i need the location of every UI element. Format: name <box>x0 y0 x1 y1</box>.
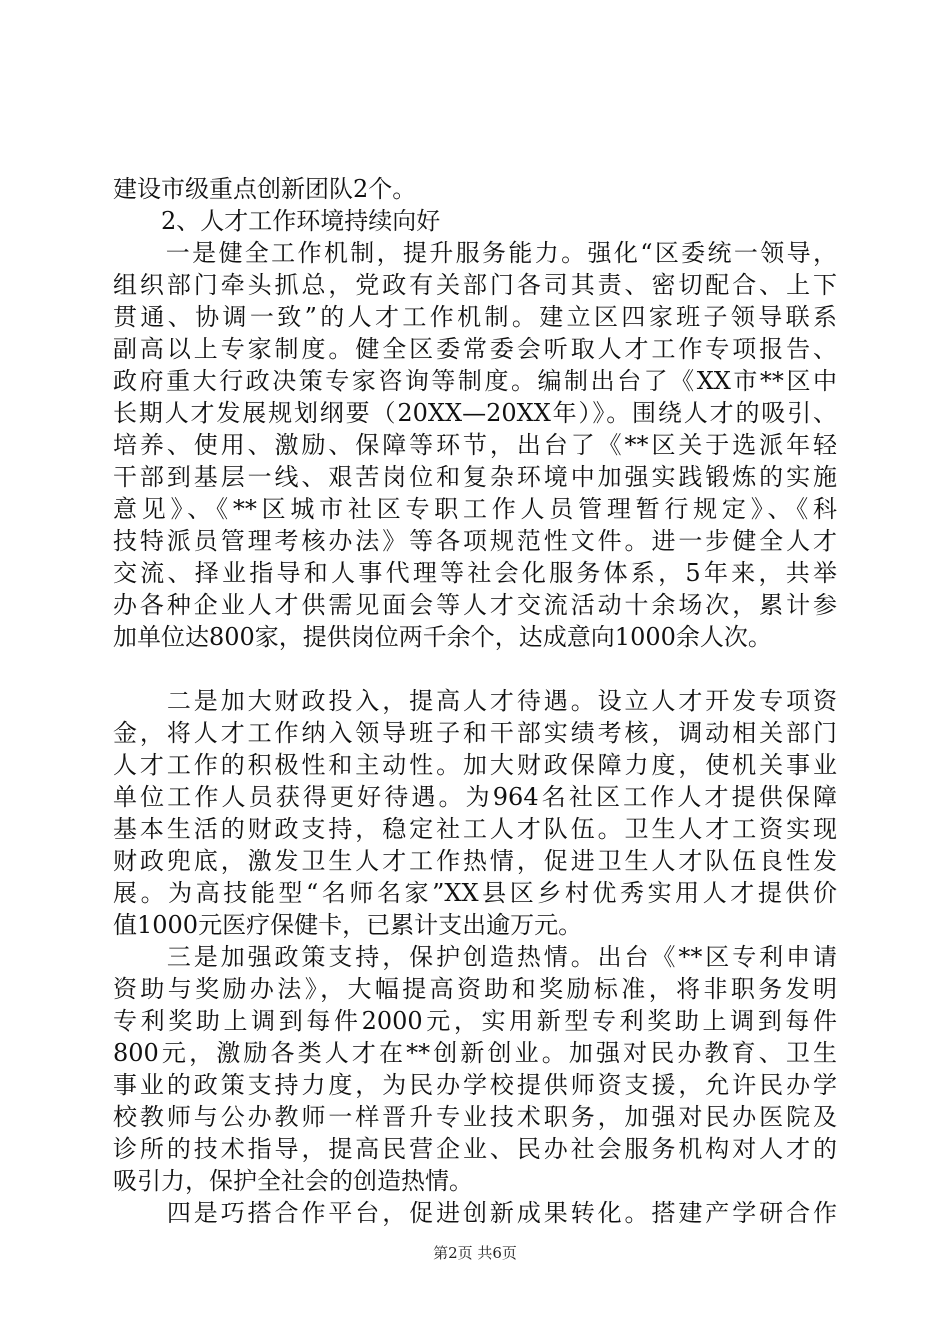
text-line: 政府重大行政决策专家咨询等制度。编制出台了《XX市**区中 <box>113 367 837 395</box>
text-line: 财政兜底，激发卫生人才工作热情，促进卫生人才队伍良性发 <box>113 847 837 875</box>
text-line: 组织部门牵头抓总，党政有关部门各司其责、密切配合、上下 <box>113 271 837 299</box>
text-line: 诊所的技术指导，提高民营企业、民办社会服务机构对人才的 <box>113 1135 837 1163</box>
page-footer: 第2页 共6页 <box>433 1244 517 1262</box>
text-line: 副高以上专家制度。健全区委常委会听取人才工作专项报告、 <box>113 335 837 363</box>
text-line: 长期人才发展规划纲要（20XX—20XX年）》。围绕人才的吸引、 <box>113 399 837 427</box>
text-line: 四是巧搭合作平台，促进创新成果转化。搭建产学研合作 <box>113 1199 837 1227</box>
text-line: 展。为高技能型“名师名家”XX县区乡村优秀实用人才提供价 <box>113 879 837 907</box>
text-line: 值1000元医疗保健卡，已累计支出逾万元。 <box>113 911 583 939</box>
text-line: 人才工作的积极性和主动性。加大财政保障力度，使机关事业 <box>113 751 837 779</box>
text-line: 交流、择业指导和人事代理等社会化服务体系，5年来，共举 <box>113 559 837 587</box>
text-line: 2、人才工作环境持续向好 <box>113 207 441 235</box>
text-line: 金，将人才工作纳入领导班子和干部实绩考核，调动相关部门 <box>113 719 837 747</box>
text-line: 吸引力，保护全社会的创造热情。 <box>113 1167 473 1195</box>
text-line: 贯通、协调一致”的人才工作机制。建立区四家班子领导联系 <box>113 303 837 331</box>
text-line: 培养、使用、激励、保障等环节，出台了《**区关于选派年轻 <box>113 431 837 459</box>
text-line: 干部到基层一线、艰苦岗位和复杂环境中加强实践锻炼的实施 <box>113 463 837 491</box>
text-line: 加单位达800家，提供岗位两千余个，达成意向1000余人次。 <box>113 623 772 651</box>
text-line: 二是加大财政投入，提高人才待遇。设立人才开发专项资 <box>113 687 837 715</box>
document-body <box>113 173 837 1229</box>
text-line: 基本生活的财政支持，稳定社工人才队伍。卫生人才工资实现 <box>113 815 837 843</box>
text-line: 建设市级重点创新团队2个。 <box>113 175 417 203</box>
text-line: 一是健全工作机制，提升服务能力。强化“区委统一领导， <box>113 239 837 267</box>
text-line: 技特派员管理考核办法》等各项规范性文件。进一步健全人才 <box>113 527 837 555</box>
text-line: 单位工作人员获得更好待遇。为964名社区工作人才提供保障 <box>113 783 837 811</box>
text-line: 事业的政策支持力度，为民办学校提供师资支援，允许民办学 <box>113 1071 837 1099</box>
text-line: 三是加强政策支持，保护创造热情。出台《**区专利申请 <box>113 943 837 971</box>
text-line: 800元，激励各类人才在**创新创业。加强对民办教育、卫生 <box>113 1039 837 1067</box>
text-line: 意见》、《**区城市社区专职工作人员管理暂行规定》、《科 <box>113 495 837 523</box>
text-line: 办各种企业人才供需见面会等人才交流活动十余场次，累计参 <box>113 591 837 619</box>
paragraph-gap <box>113 653 837 685</box>
text-line: 资助与奖励办法》，大幅提高资助和奖励标准，将非职务发明 <box>113 975 837 1003</box>
text-line: 专利奖助上调到每件2000元，实用新型专利奖助上调到每件 <box>113 1007 837 1035</box>
text-line: 校教师与公办教师一样晋升专业技术职务，加强对民办医院及 <box>113 1103 837 1131</box>
